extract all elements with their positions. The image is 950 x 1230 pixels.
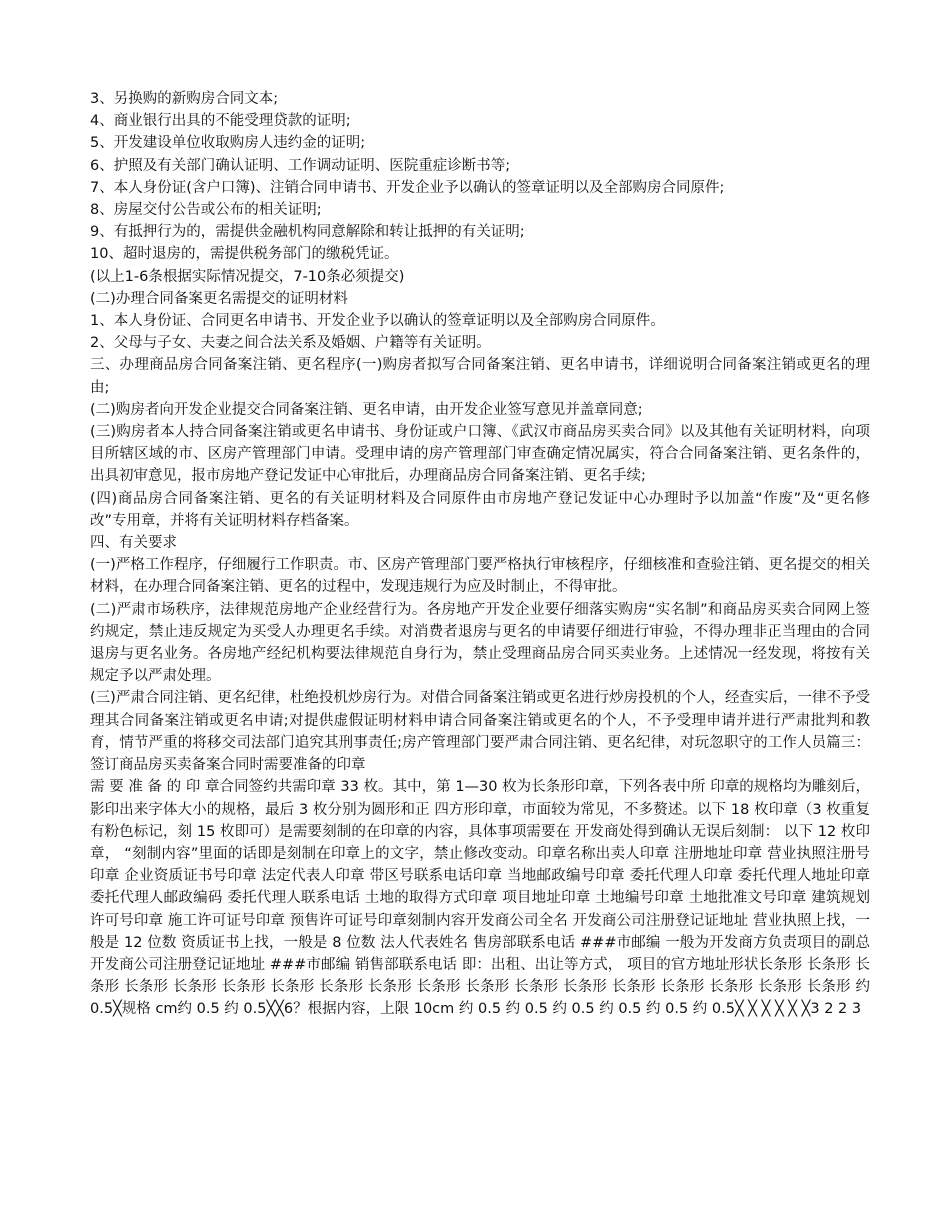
section-heading-rename-materials: (二)办理合同备案更名需提交的证明材料 <box>90 290 348 307</box>
requirement-1: (一)严格工作程序，仔细履行工作职责。市、区房产管理部门要严格执行审核程序，仔细核准和查验注销、更名提交的相关材料，在办理合同备案注销、更名的过程中，发现违规行为应及时制止，不得审批。 <box>90 557 870 596</box>
procedure-step-3: (三)购房者本人持合同备案注销或更名申请书、身份证或户口簿、《武汉市商品房买卖合同》以及其他有关证明材料，向项目所辖区域的市、区房产管理部门申请。受理申请的房产管理部门审查确定情况属实，符合合同备案注销、更名条件的，出具初审意见，报市房地产登记发证中心审批后，办理商品房合同备案注销、更名手续; <box>90 424 870 485</box>
document-body <box>90 88 870 1021</box>
paragraph-item-7: 7、本人身份证(含户口簿)、注销合同申请书、开发企业予以确认的签章证明以及全部购房合同原件; <box>90 179 725 196</box>
submission-note: (以上1-6条根据实际情况提交，7-10条必须提交) <box>90 268 405 285</box>
paragraph-item-6: 6、护照及有关部门确认证明、工作调动证明、医院重症诊断书等; <box>90 157 511 174</box>
rename-item-2: 2、父母与子女、夫妻之间合法关系及婚姻、户籍等有关证明。 <box>90 335 491 352</box>
paragraph-item-10: 10、超时退房的，需提供税务部门的缴税凭证。 <box>90 246 399 263</box>
paragraph-item-9: 9、有抵押行为的，需提供金融机构同意解除和转让抵押的有关证明; <box>90 224 525 241</box>
paragraph-item-5: 5、开发建设单位收取购房人违约金的证明; <box>90 135 366 152</box>
requirement-3: (三)严肃合同注销、更名纪律，杜绝投机炒房行为。对借合同备案注销或更名进行炒房投机的个人，经查实后，一律不予受理其合同备案注销或更名申请;对提供虚假证明材料申请合同备案注销或更名的个人，不予受理申请并进行严肃批判和教育，情节严重的将移交司法部门追究其刑事责任;房产管理部门要严肃合同注销、更名纪律，对玩忽职守的工作人员篇三：签订商品房买卖备案合同时需要准备的印章 <box>90 690 870 774</box>
procedure-step-4: (四)商品房合同备案注销、更名的有关证明材料及合同原件由市房地产登记发证中心办理时予以加盖“作废”及“更名修改”专用章，并将有关证明材料存档备案。 <box>90 490 870 529</box>
procedure-step-2: (二)购房者向开发企业提交合同备案注销、更名申请，由开发企业签写意见并盖章同意; <box>90 401 643 418</box>
rename-item-1: 1、本人身份证、合同更名申请书、开发企业予以确认的签章证明以及全部购房合同原件。 <box>90 313 665 330</box>
procedure-heading: 三、办理商品房合同备案注销、更名程序(一)购房者拟写合同备案注销、更名申请书，详细说明合同备案注销或更名的理由; <box>90 357 870 396</box>
requirement-2: (二)严肃市场秩序，法律规范房地产企业经营行为。各房地产开发企业要仔细落实购房“实名制”和商品房买卖合同网上签约规定，禁止违反规定为买受人办理更名手续。对消费者退房与更名的申请要仔细进行审验，不得办理非正当理由的合同退房与更名业务。各房地产经纪机构要法律规范自身行为，禁止受理商品房合同买卖业务。上述情况一经发现，将按有关规定予以严肃处理。 <box>90 601 870 685</box>
requirements-heading: 四、有关要求 <box>90 535 177 552</box>
paragraph-item-8: 8、房屋交付公告或公布的相关证明; <box>90 202 322 219</box>
paragraph-item-4: 4、商业银行出具的不能受理贷款的证明; <box>90 113 351 130</box>
paragraph-item-3: 3、另换购的新购房合同文本; <box>90 91 279 107</box>
seal-preparation-paragraph: 需 要 准 备 的 印 章合同签约共需印章 33 枚。其中，第 1—30 枚为长条形印章，下列各表中所 印章的规格均为雕刻后，影印出来字体大小的规格，最后 3 枚分别为圆形和正 四方形印章，市面较为常见，不多赘述。以下 18 枚印章（3 枚重复有粉色标记，刻 15 枚即可）是需要刻制的在印章的内容，具体事项需要在 开发商处得到确认无误后刻制： 以下 12 枚印章， “刻制内容”里面的话即是刻制在印章上的文字，禁止修改变动。印章名称出卖人印章 注册地址印章 营业执照注册号印章 企业资质证书号印章 法定代表人印章 带区号联系电话印章 当地邮政编号印章 委托代理人印章 委托代理人地址印章 委托代理人邮政编码 委托代理人联系电话 土地的取得方式印章 项目地址印章 土地编号印章 土地批准文号印章 建筑规划许可号印章 施工许可证号印章 预售许可证号印章刻制内容开发商公司全名 开发商公司注册登记证地址 营业执照上找，一般是 12 位数 资质证书上找，一般是 8 位数 法人代表姓名 售房部联系电话 ###市邮编 一般为开发商方负责项目的副总 开发商公司注册登记证地址 ###市邮编 销售部联系电话 即：出租、出让等方式， 项目的官方地址形状长条形 长条形 长条形 长条形 长条形 长条形 长条形 长条形 长条形 长条形 长条形 长条形 长条形 长条形 长条形 长条形 长条形 长条形 约 0.5╳规格 cm约 0.5 约 0.5╳╳6？根据内容，上限 10cm 约 0.5 约 0.5 约 0.5 约 0.5 约 0.5 约 0.5╳ ╳ ╳ ╳ ╳ ╳3 2 2 3 <box>90 779 870 1018</box>
